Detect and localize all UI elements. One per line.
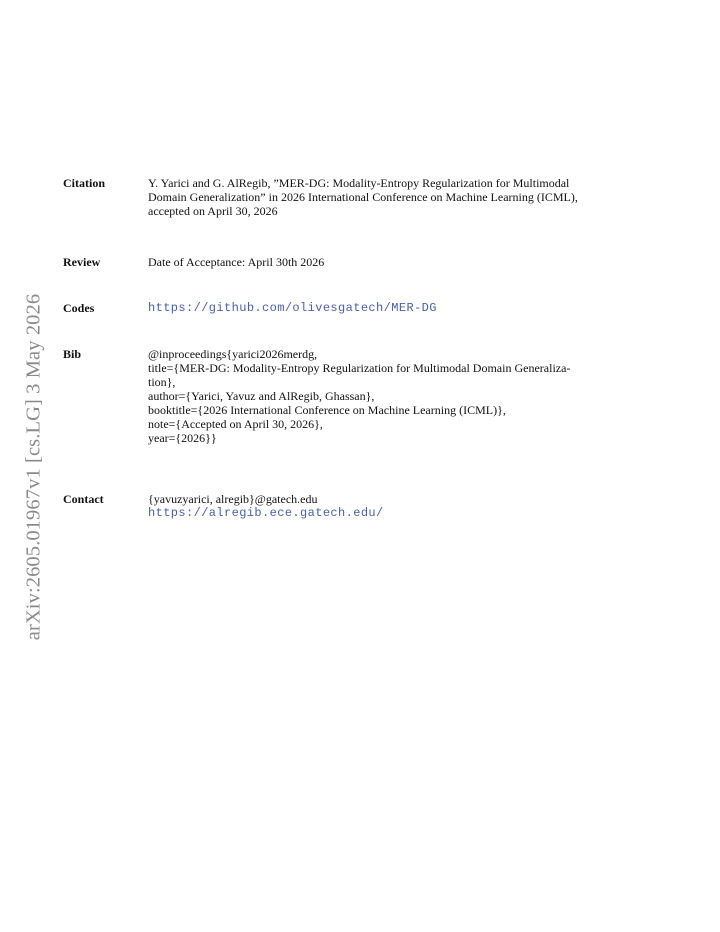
bib-line: title={MER-DG: Modality-Entropy Regularization for Multimodal Domain Generaliza- bbox=[148, 361, 571, 375]
arxiv-identifier-stamp: arXiv:2605.01967v1 [cs.LG] 3 May 2026 bbox=[22, 293, 45, 641]
bib-label: Bib bbox=[63, 347, 82, 361]
citation-line: Y. Yarici and G. AlRegib, ”MER-DG: Modality-Entropy Regularization for Multimodal bbox=[148, 176, 570, 190]
contact-email: {yavuzyarici, alregib}@gatech.edu bbox=[148, 492, 318, 506]
contact-content bbox=[148, 492, 668, 520]
bib-line: @inproceedings{yarici2026merdg, bbox=[148, 347, 318, 361]
citation-text bbox=[148, 176, 668, 218]
bib-line: author={Yarici, Yavuz and AlRegib, Ghassan}, bbox=[148, 389, 375, 403]
codes-label: Codes bbox=[63, 301, 95, 315]
bib-line: note={Accepted on April 30, 2026}, bbox=[148, 417, 323, 431]
bib-line: booktitle={2026 International Conference on Machine Learning (ICML)}, bbox=[148, 403, 506, 417]
bib-line: year={2026}} bbox=[148, 431, 217, 445]
bib-line: tion}, bbox=[148, 375, 176, 389]
codes-content bbox=[148, 301, 668, 315]
github-link[interactable]: https://github.com/olivesgatech/MER-DG bbox=[148, 301, 437, 315]
citation-line: accepted on April 30, 2026 bbox=[148, 204, 278, 218]
acceptance-date: Date of Acceptance: April 30th 2026 bbox=[148, 255, 325, 269]
lab-website-link[interactable]: https://alregib.ece.gatech.edu/ bbox=[148, 506, 384, 520]
contact-label: Contact bbox=[63, 492, 104, 506]
citation-label: Citation bbox=[63, 176, 105, 190]
citation-line: Domain Generalization” in 2026 International Conference on Machine Learning (ICML), bbox=[148, 190, 578, 204]
review-label: Review bbox=[63, 255, 101, 269]
bibtex-entry bbox=[148, 347, 668, 445]
review-text bbox=[148, 255, 668, 269]
